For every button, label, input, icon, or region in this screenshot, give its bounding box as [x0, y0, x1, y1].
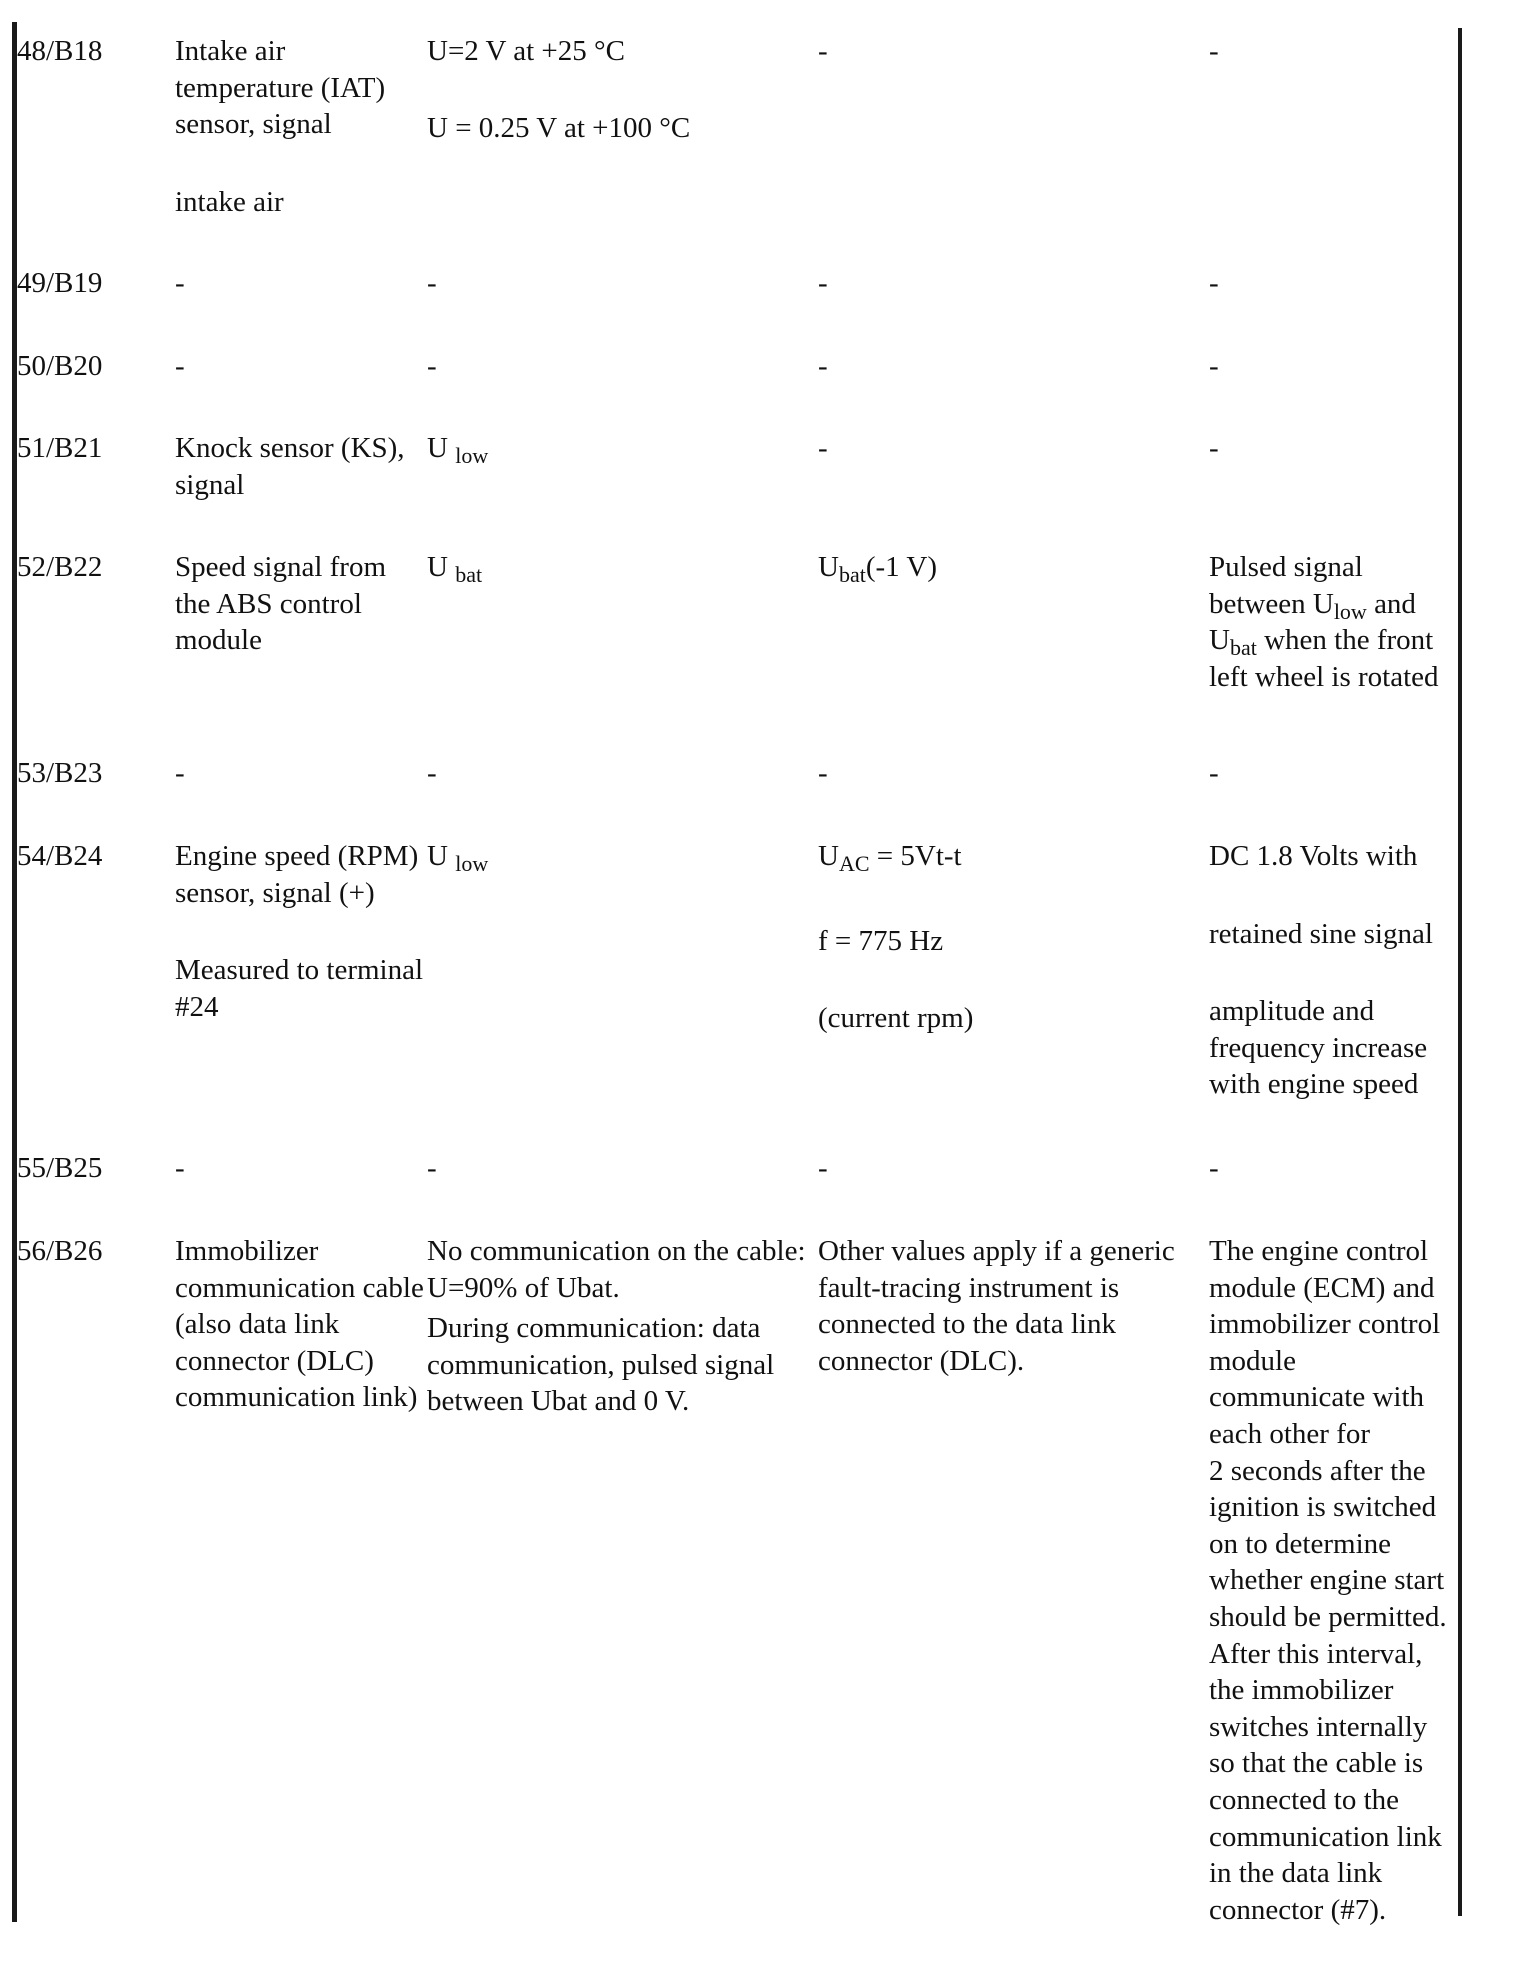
value-cell: - [818, 350, 828, 382]
condition-line-2: During communication: data communication, pulsed signal between Ubat and 0 V. [427, 1312, 775, 1418]
note-line-3: amplitude and frequency increase with engine speed [1209, 995, 1428, 1101]
description-cell: - [175, 757, 185, 789]
condition-symbol: U [427, 432, 448, 464]
note-cell [1209, 838, 1459, 1103]
condition-cell: - [427, 757, 437, 789]
note-cell [1209, 549, 1459, 695]
pin-cell: 54/B24 [17, 840, 103, 872]
note-cell: - [1209, 350, 1219, 382]
value-cell: Other values apply if a generic fault-tracing instrument is connected to the data link connector (DLC). [818, 1235, 1175, 1377]
value-line-3: (current rpm) [818, 1002, 974, 1035]
condition-cell [427, 33, 807, 146]
pin-cell: 53/B23 [17, 757, 103, 789]
description-cell: - [175, 1152, 185, 1184]
value-cell: - [818, 35, 828, 67]
value-cell: - [818, 267, 828, 299]
value-tail: = 5Vt-t [869, 840, 962, 872]
description-text: Intake air temperature (IAT) sensor, signal [175, 35, 386, 141]
note-subscript-1: low [1333, 598, 1367, 624]
note-cell [1209, 1233, 1459, 1928]
value-cell [818, 549, 1203, 586]
note-part-b: and U [1209, 587, 1416, 657]
note-subscript-2: bat [1229, 635, 1257, 661]
value-symbol: U [818, 840, 839, 872]
pin-cell: 49/B19 [17, 267, 103, 299]
note-cell: - [1209, 35, 1219, 67]
condition-cell [427, 838, 807, 875]
pin-cell: 56/B26 [17, 1235, 103, 1267]
condition-symbol: U [427, 551, 448, 583]
condition-cell [427, 430, 807, 467]
condition-cell: - [427, 1152, 437, 1184]
value-cell: - [818, 432, 828, 464]
value-subscript: AC [838, 851, 870, 876]
value-tail: (-1 V) [865, 551, 937, 583]
condition-cell: - [427, 350, 437, 382]
value-cell [818, 838, 1203, 1037]
note-part-c: when the front left wheel is rotated [1209, 624, 1439, 693]
note-cell: - [1209, 1152, 1219, 1184]
pin-cell: 48/B18 [17, 35, 103, 67]
note-part-a: Pulsed signal between U [1209, 551, 1363, 620]
condition-line-2: U = 0.25 V at +100 °C [427, 111, 691, 144]
condition-line-1: U=2 V at +25 °C [427, 35, 625, 67]
pin-cell: 50/B20 [17, 350, 103, 382]
description-cell [175, 33, 425, 220]
value-cell: - [818, 1152, 828, 1184]
description-extra: intake air [175, 185, 284, 218]
condition-symbol: U [427, 840, 448, 872]
description-cell: - [175, 350, 185, 382]
description-cell: - [175, 267, 185, 299]
note-line-1: The engine control module (ECM) and immobilizer control module communicate with each other for [1209, 1235, 1441, 1450]
description-cell [175, 838, 425, 1025]
note-cell: - [1209, 267, 1219, 299]
condition-line-1: No communication on the cable: U=90% of Ubat. [427, 1235, 806, 1304]
condition-subscript: low [455, 851, 489, 876]
description-text: Engine speed (RPM) sensor, signal (+) [175, 840, 419, 909]
condition-subscript: low [455, 443, 489, 468]
note-cell: - [1209, 757, 1219, 789]
table-left-border [12, 22, 17, 1922]
value-cell: - [818, 757, 828, 789]
description-cell: Immobilizer communication cable (also data link connector (DLC) communication link) [175, 1235, 424, 1414]
note-line-1: DC 1.8 Volts with [1209, 840, 1418, 872]
condition-cell [427, 1233, 807, 1420]
description-extra: Measured to terminal #24 [175, 954, 424, 1023]
value-symbol: U [818, 551, 839, 583]
value-line-1 [818, 838, 1203, 875]
note-line-2: 2 seconds after the ignition is switched on to determine whether engine start should be permitted. After this interval, the immobilizer switches internally so that the cable is connected to the communication link in the data link connector (#7). [1209, 1454, 1447, 1926]
pin-cell: 52/B22 [17, 551, 103, 583]
condition-subscript: bat [455, 562, 483, 587]
note-line-2: retained sine signal [1209, 917, 1433, 950]
condition-cell: - [427, 267, 437, 299]
pin-cell: 55/B25 [17, 1152, 103, 1184]
condition-cell [427, 549, 807, 586]
description-cell: Knock sensor (KS), signal [175, 432, 405, 501]
value-subscript: bat [838, 562, 866, 587]
note-cell: - [1209, 432, 1219, 464]
description-cell: Speed signal from the ABS control module [175, 551, 387, 657]
value-line-2: f = 775 Hz [818, 924, 944, 957]
pin-cell: 51/B21 [17, 432, 103, 464]
